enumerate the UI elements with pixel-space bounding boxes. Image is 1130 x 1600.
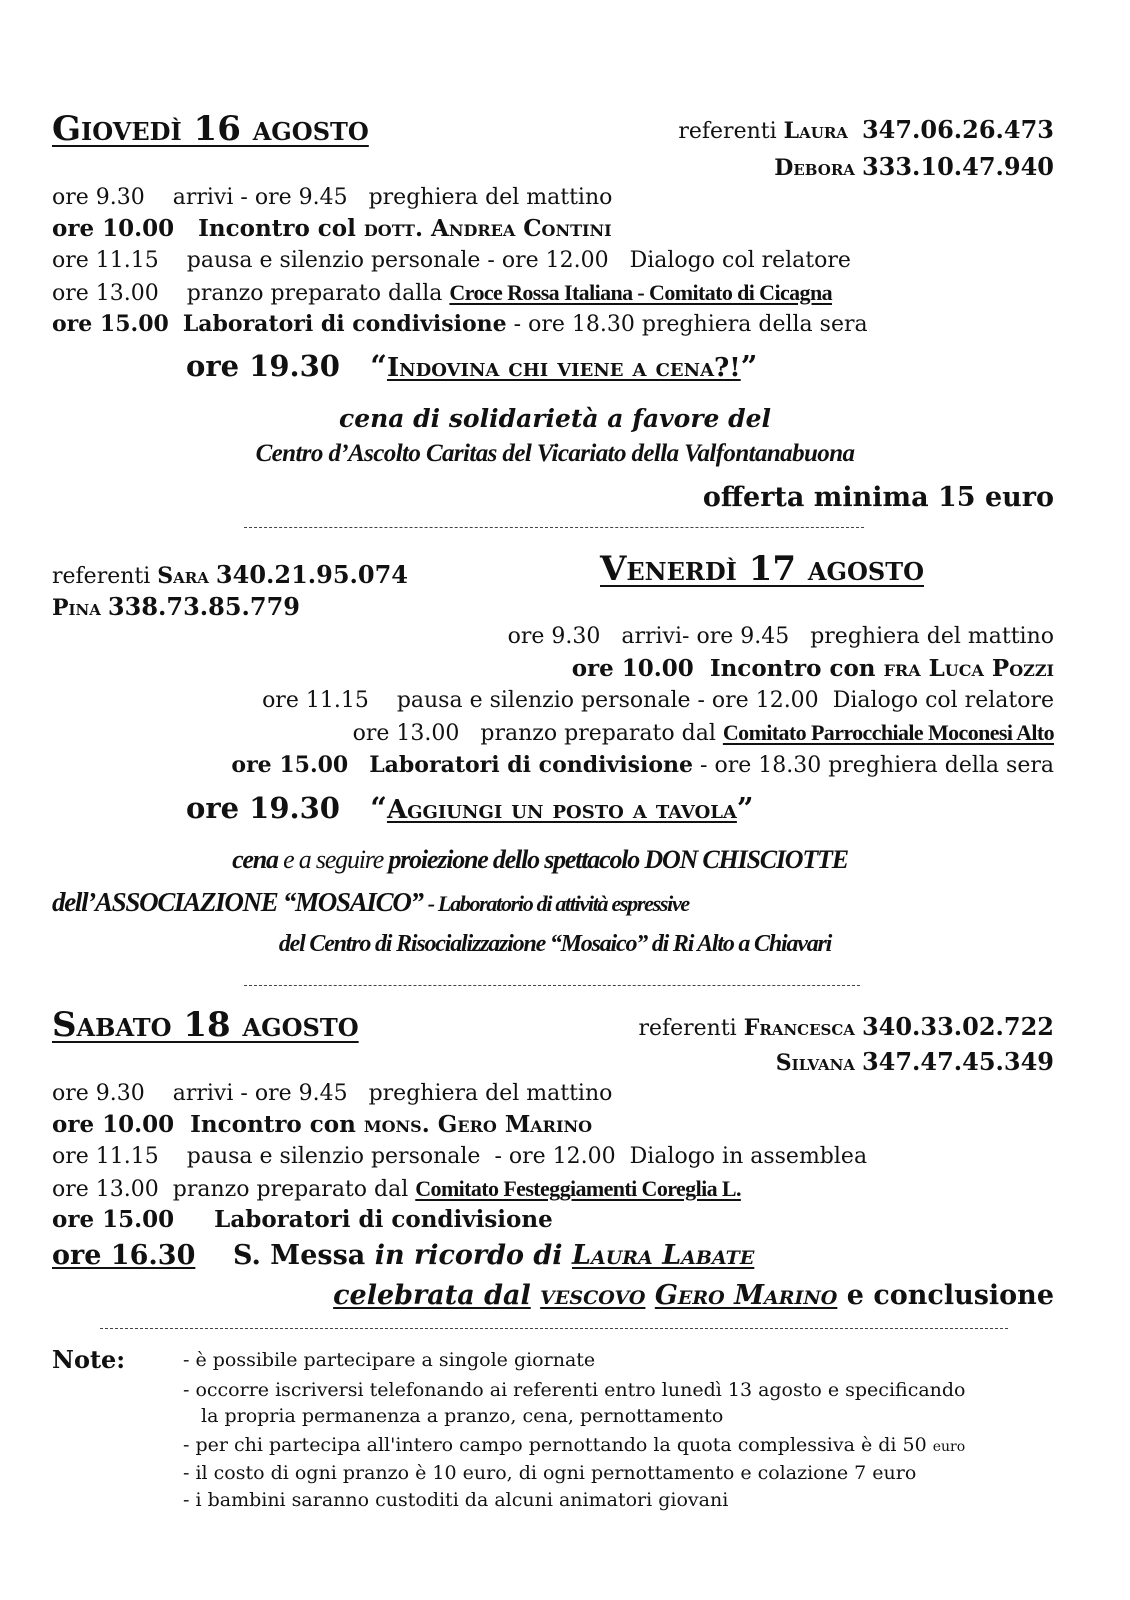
- day1-line-meeting: [52, 215, 612, 243]
- referents-label: referenti: [52, 564, 151, 589]
- day2-line-meeting: [572, 655, 1054, 683]
- activity: pausa e silenzio personale - ore 12.00: [186, 248, 609, 273]
- day1-line-workshops: [52, 310, 868, 339]
- day2-line-pause: [262, 687, 1054, 715]
- activity: arrivi- ore 9.45: [621, 624, 790, 649]
- day3-line-arrivals: [52, 1080, 612, 1108]
- time: ore 15.00: [231, 752, 349, 778]
- celebrant-name: Gero Marino: [654, 1280, 838, 1311]
- text: cena: [232, 845, 278, 874]
- note-item: [183, 1433, 965, 1460]
- day1-ref2-phone: 333.10.47.940: [861, 152, 1054, 181]
- referents-label: referenti: [678, 119, 777, 144]
- activity: Dialogo in assemblea: [629, 1144, 868, 1169]
- day1-line-pause: [52, 247, 851, 275]
- day1-ref1-name: Laura: [783, 118, 848, 144]
- text: celebrata dal: [333, 1280, 531, 1311]
- day2-ref2-name: Pina: [52, 595, 101, 621]
- activity: Dialogo col relatore: [629, 248, 851, 273]
- day2-referents-line2: [52, 593, 300, 623]
- time: ore 11.15: [52, 248, 159, 273]
- day3-ref1-phone: 340.33.02.722: [861, 1012, 1054, 1041]
- quote-open: “: [370, 791, 387, 825]
- lunch-organizer: Comitato Festeggiamenti Coreglia L.: [415, 1176, 741, 1201]
- day3-line-meeting: [52, 1111, 592, 1139]
- day1-dinner-desc1: cena di solidarietà a favore del: [338, 404, 772, 433]
- activity: preghiera del mattino: [810, 624, 1054, 649]
- day2-ref2-phone: 338.73.85.779: [107, 592, 300, 621]
- day1-dinner-heading: [186, 349, 758, 383]
- time: ore 13.00: [352, 721, 460, 746]
- time: ore 10.00: [52, 215, 175, 242]
- text: - Laboratorio di attività espressive: [427, 891, 689, 916]
- note-item: - occorre iscriversi telefonando ai referenti entro lunedì 13 agosto e specificando: [183, 1379, 966, 1401]
- day1-line-lunch: [52, 279, 832, 308]
- time: ore 10.00: [52, 1111, 175, 1138]
- time: ore 9.30: [52, 185, 145, 210]
- quote-close: ”: [736, 791, 754, 825]
- time: ore 16.30: [52, 1240, 196, 1271]
- activity: Incontro con: [190, 1111, 356, 1138]
- day2-ref1-phone: 340.21.95.074: [215, 560, 408, 589]
- activity: Laboratori di condivisione: [369, 752, 694, 778]
- activity: Dialogo col relatore: [832, 688, 1054, 713]
- time: ore 19.30: [186, 791, 340, 825]
- note-item: - è possibile partecipare a singole giornate: [183, 1349, 596, 1371]
- day3-ref1-name: Francesca: [743, 1015, 855, 1041]
- note-item: - il costo di ogni pranzo è 10 euro, di ogni pernottamento e colazione 7 euro: [183, 1462, 917, 1484]
- referents-label: referenti: [638, 1016, 737, 1041]
- day3-line-mass: [52, 1240, 754, 1272]
- speaker-name: Andrea Contini: [430, 215, 612, 242]
- activity: - ore 18.30 preghiera della sera: [513, 312, 868, 337]
- time: ore 11.15: [262, 688, 369, 713]
- day3-referents-line1: [638, 1013, 1054, 1043]
- activity: Laboratori di condivisione: [214, 1206, 553, 1233]
- day1-ref1-phone: 347.06.26.473: [861, 115, 1054, 144]
- activity: - ore 18.30 preghiera della sera: [700, 753, 1054, 778]
- activity: arrivi - ore 9.45: [172, 1081, 348, 1106]
- text: e conclusione: [846, 1280, 1054, 1311]
- activity: pranzo preparato dal: [480, 721, 716, 746]
- time: ore 13.00: [52, 281, 159, 306]
- day3-ref2-name: Silvana: [775, 1050, 855, 1076]
- speaker-name: fra Luca Pozzi: [883, 655, 1054, 682]
- memorial-name: Laura Labate: [571, 1240, 755, 1271]
- day1-ref2-name: Debora: [774, 155, 855, 181]
- time: ore 11.15: [52, 1144, 159, 1169]
- day2-show-desc1: [0, 846, 1080, 874]
- activity: - ore 12.00: [494, 1144, 616, 1169]
- time: ore 13.00: [52, 1177, 159, 1202]
- time: ore 9.30: [52, 1081, 145, 1106]
- text: proiezione dello spettacolo DON CHISCIOTTE: [388, 845, 848, 874]
- time: ore 9.30: [507, 624, 601, 649]
- activity: pranzo preparato dalla: [186, 281, 443, 306]
- day3-line-lunch: [52, 1175, 741, 1204]
- time: ore 15.00: [52, 311, 169, 337]
- day2-ref1-name: Sara: [157, 563, 209, 589]
- text: e a seguire: [283, 845, 384, 874]
- day1-line-arrivals: [52, 184, 612, 212]
- note-item-continued: la propria permanenza a pranzo, cena, pernottamento: [201, 1405, 724, 1427]
- day2-referents-line1: [52, 561, 408, 591]
- day1-title: Giovedì 16 agosto: [52, 109, 369, 149]
- day1-min-offer: offerta minima 15 euro: [702, 482, 1054, 513]
- day3-line-pause: [52, 1143, 867, 1171]
- activity: pausa e silenzio personale - ore 12.00: [396, 688, 819, 713]
- day1-referents-line2: [774, 153, 1054, 183]
- lunch-organizer: Comitato Parrocchiale Moconesi Alto: [722, 720, 1054, 745]
- activity: preghiera del mattino: [368, 185, 613, 210]
- activity: preghiera del mattino: [368, 1081, 613, 1106]
- text: euro: [932, 1439, 966, 1455]
- speaker-title: mons.: [363, 1111, 430, 1138]
- speaker-title: dott.: [363, 215, 423, 242]
- day3-ref2-phone: 347.47.45.349: [861, 1047, 1054, 1076]
- day2-line-lunch: [353, 719, 1054, 748]
- activity: pranzo preparato dal: [172, 1177, 409, 1202]
- separator: [244, 985, 860, 986]
- day2-dinner-heading: [186, 791, 754, 825]
- quote-open: “: [370, 349, 387, 383]
- time: ore 19.30: [186, 349, 340, 383]
- day1-referents-line1: [678, 116, 1054, 146]
- quote-close: ”: [740, 349, 758, 383]
- note-item: - i bambini saranno custoditi da alcuni animatori giovani: [183, 1489, 729, 1511]
- day2-show-desc2: [52, 888, 689, 918]
- notes-label: Note:: [52, 1345, 126, 1374]
- time: ore 15.00: [52, 1206, 175, 1233]
- activity: Laboratori di condivisione: [182, 311, 507, 337]
- event-title: Indovina chi viene a cena?!: [386, 353, 741, 383]
- day2-line-workshops: [231, 751, 1054, 780]
- day2-show-desc3: del Centro di Risocializzazione “Mosaico” di Ri Alto a Chiavari: [278, 931, 832, 957]
- activity: Incontro con: [709, 655, 876, 682]
- time: ore 10.00: [571, 655, 694, 682]
- activity: arrivi - ore 9.45: [172, 185, 348, 210]
- activity: S. Messa: [232, 1240, 366, 1271]
- event-title: Aggiungi un posto a tavola: [386, 795, 737, 825]
- separator: [244, 527, 864, 528]
- separator: [100, 1328, 1008, 1329]
- day2-title: Venerdì 17 agosto: [600, 549, 924, 589]
- day1-dinner-desc2: Centro d’Ascolto Caritas del Vicariato della Valfontanabuona: [255, 440, 855, 467]
- day2-line-arrivals: [508, 623, 1054, 651]
- day3-title: Sabato 18 agosto: [52, 1005, 359, 1045]
- activity: Incontro col: [198, 215, 356, 242]
- day3-referents-line2: [776, 1048, 1054, 1078]
- lunch-organizer: Croce Rossa Italiana - Comitato di Cicagna: [449, 280, 832, 305]
- day3-line-celebrated: [333, 1280, 1054, 1312]
- day3-line-workshops: [52, 1206, 553, 1234]
- text: vescovo: [540, 1280, 646, 1311]
- speaker-name: Gero Marino: [437, 1111, 593, 1138]
- activity: pausa e silenzio personale: [186, 1144, 481, 1169]
- text: - per chi partecipa all'intero campo pernottando la quota complessiva è di 50: [183, 1434, 927, 1456]
- text: dell’ASSOCIAZIONE “MOSAICO”: [52, 887, 423, 917]
- text: in ricordo di: [374, 1240, 563, 1271]
